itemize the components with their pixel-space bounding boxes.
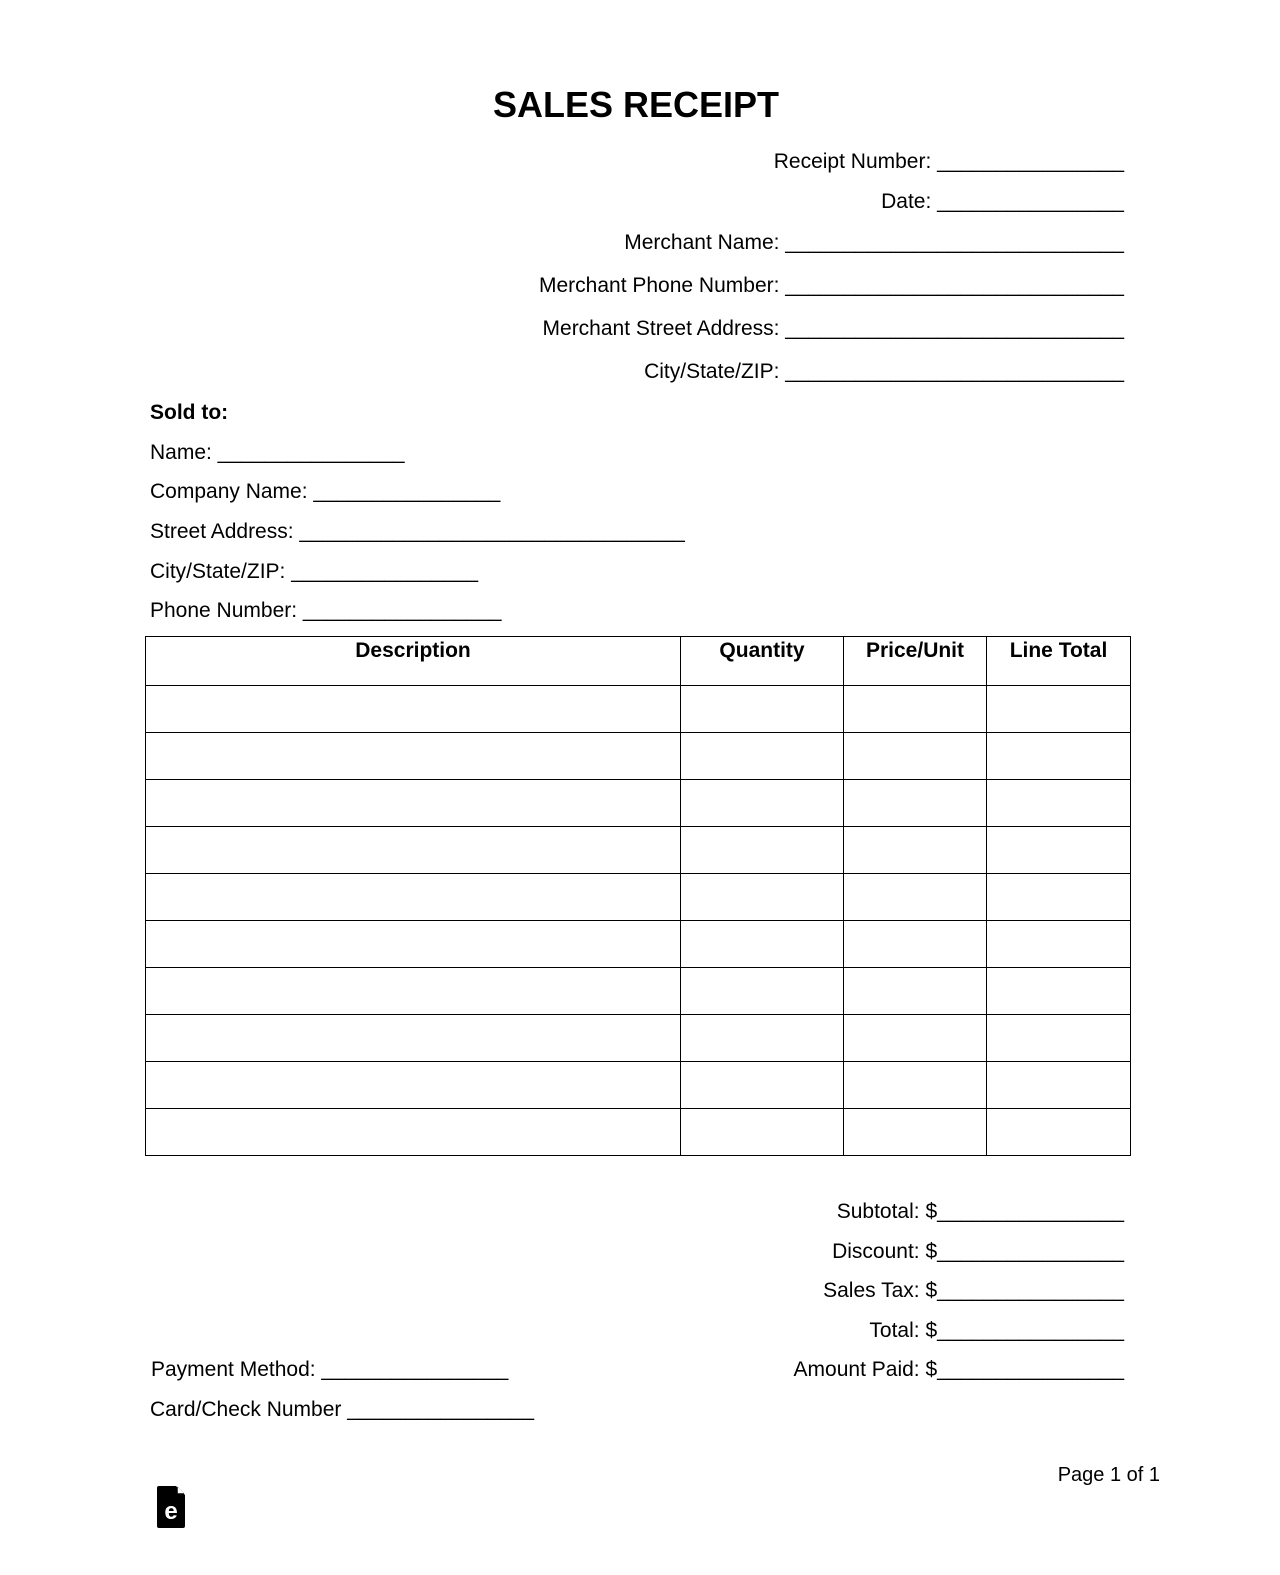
quantity-cell[interactable] [681, 1109, 844, 1156]
description-cell[interactable] [146, 1015, 681, 1062]
price-unit-cell[interactable] [844, 921, 987, 968]
description-cell[interactable] [146, 1062, 681, 1109]
column-header-line-total: Line Total [987, 637, 1131, 686]
table-row [146, 1015, 1131, 1062]
line-total-cell[interactable] [987, 1015, 1131, 1062]
quantity-cell[interactable] [681, 733, 844, 780]
discount-field[interactable]: Discount: $________________ [832, 1240, 1124, 1263]
sold-to-heading: Sold to: [150, 401, 229, 424]
quantity-cell[interactable] [681, 1015, 844, 1062]
quantity-cell[interactable] [681, 827, 844, 874]
items-table-body [146, 686, 1131, 1156]
subtotal-field[interactable]: Subtotal: $________________ [836, 1200, 1124, 1223]
page-number: Page 1 of 1 [1057, 1464, 1160, 1486]
description-cell[interactable] [146, 686, 681, 733]
table-row [146, 968, 1131, 1015]
buyer-company-field[interactable]: Company Name: ________________ [150, 480, 501, 503]
eforms-logo-icon [157, 1486, 187, 1528]
price-unit-cell[interactable] [844, 780, 987, 827]
table-row [146, 1109, 1131, 1156]
line-total-cell[interactable] [987, 1109, 1131, 1156]
table-row [146, 827, 1131, 874]
price-unit-cell[interactable] [844, 733, 987, 780]
table-row [146, 921, 1131, 968]
quantity-cell[interactable] [681, 968, 844, 1015]
line-total-cell[interactable] [987, 968, 1131, 1015]
quantity-cell[interactable] [681, 1062, 844, 1109]
description-cell[interactable] [146, 921, 681, 968]
receipt-number-field[interactable]: Receipt Number: ________________ [773, 150, 1124, 173]
description-cell[interactable] [146, 874, 681, 921]
column-header-price-unit: Price/Unit [844, 637, 987, 686]
description-cell[interactable] [146, 827, 681, 874]
price-unit-cell[interactable] [844, 1062, 987, 1109]
table-row [146, 686, 1131, 733]
price-unit-cell[interactable] [844, 686, 987, 733]
line-total-cell[interactable] [987, 921, 1131, 968]
column-header-description: Description [146, 637, 681, 686]
description-cell[interactable] [146, 1109, 681, 1156]
quantity-cell[interactable] [681, 921, 844, 968]
line-total-cell[interactable] [987, 1062, 1131, 1109]
table-row [146, 874, 1131, 921]
description-cell[interactable] [146, 780, 681, 827]
items-table [145, 636, 1131, 1156]
amount-paid-field[interactable]: Amount Paid: $________________ [793, 1358, 1124, 1381]
card-check-number-field[interactable]: Card/Check Number ________________ [150, 1398, 535, 1421]
table-row [146, 1062, 1131, 1109]
quantity-cell[interactable] [681, 686, 844, 733]
payment-method-field[interactable]: Payment Method: ________________ [151, 1358, 509, 1381]
sales-tax-field[interactable]: Sales Tax: $________________ [823, 1279, 1124, 1302]
buyer-street-field[interactable]: Street Address: _________________________________ [150, 520, 685, 543]
buyer-phone-field[interactable]: Phone Number: _________________ [150, 599, 502, 622]
line-total-cell[interactable] [987, 733, 1131, 780]
merchant-phone-field[interactable]: Merchant Phone Number: _____________________________ [539, 274, 1124, 297]
price-unit-cell[interactable] [844, 1109, 987, 1156]
table-row [146, 780, 1131, 827]
buyer-city-state-zip-field[interactable]: City/State/ZIP: ________________ [150, 560, 479, 583]
line-total-cell[interactable] [987, 874, 1131, 921]
price-unit-cell[interactable] [844, 968, 987, 1015]
table-row [146, 733, 1131, 780]
svg-text:e: e [164, 1498, 178, 1525]
table-header-row [146, 637, 1131, 686]
column-header-quantity: Quantity [681, 637, 844, 686]
line-total-cell[interactable] [987, 780, 1131, 827]
price-unit-cell[interactable] [844, 874, 987, 921]
page-title: SALES RECEIPT [492, 84, 780, 125]
price-unit-cell[interactable] [844, 1015, 987, 1062]
line-total-cell[interactable] [987, 827, 1131, 874]
description-cell[interactable] [146, 733, 681, 780]
total-field[interactable]: Total: $________________ [869, 1319, 1124, 1342]
line-total-cell[interactable] [987, 686, 1131, 733]
merchant-street-field[interactable]: Merchant Street Address: _____________________________ [542, 317, 1124, 340]
date-field[interactable]: Date: ________________ [881, 190, 1124, 213]
quantity-cell[interactable] [681, 874, 844, 921]
price-unit-cell[interactable] [844, 827, 987, 874]
description-cell[interactable] [146, 968, 681, 1015]
merchant-name-field[interactable]: Merchant Name: _____________________________ [624, 231, 1124, 254]
merchant-city-state-zip-field[interactable]: City/State/ZIP: _____________________________ [644, 360, 1124, 383]
quantity-cell[interactable] [681, 780, 844, 827]
buyer-name-field[interactable]: Name: ________________ [150, 441, 405, 464]
